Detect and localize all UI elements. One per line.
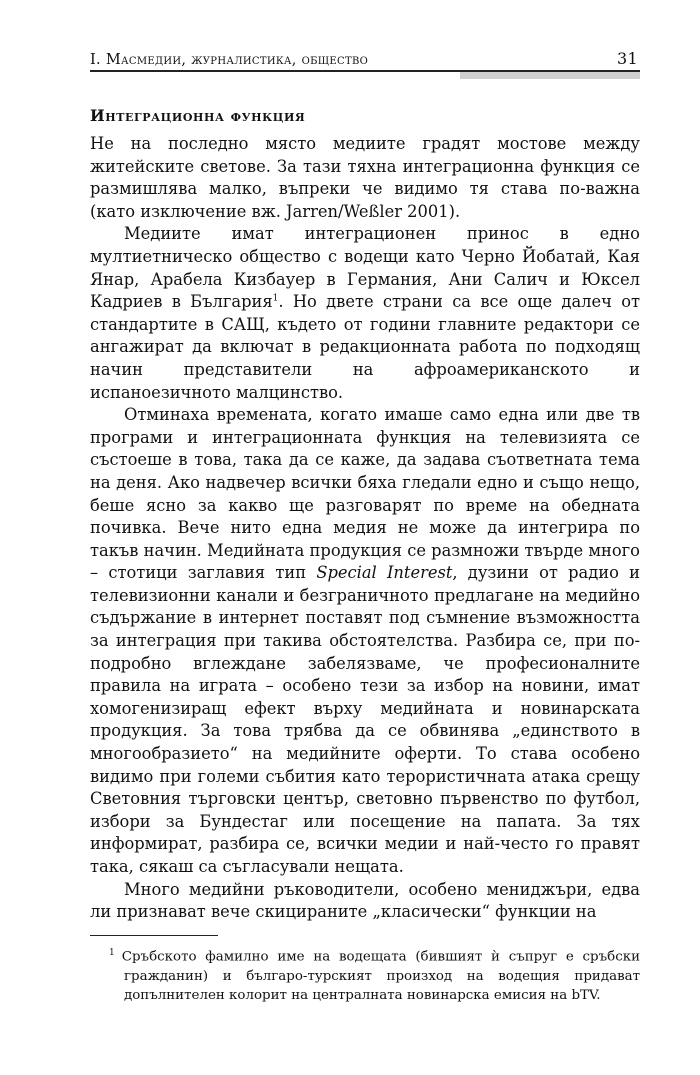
running-header xyxy=(90,42,640,72)
footnote-1 xyxy=(90,944,640,1006)
paragraph-3-italic: Special Interest xyxy=(316,563,453,583)
paragraph-2-text-a: Медиите имат интеграционен принос в едно мултиетническо общество с водещи като Черно Йобатай, Кая Янар, Арабела Кизбауер в Германия, Ани Салич и Юксел Кадриев в България xyxy=(90,224,640,312)
footnote-text: Сръбското фамилно име на водещата (бившият ѝ съпруг е сръбски гражданин) и българо-турският произход на водещия придават допълнителен колорит на централната новинарска емисия на bTV. xyxy=(121,949,640,1004)
paragraph-2 xyxy=(90,223,640,404)
book-page xyxy=(90,42,640,1042)
paragraph-3-text-a: Отминаха времената, когато имаше само една или две тв програми и интеграционната функция на телевизията се състоеше в това, така да се каже, да задава съответната тема на деня. Ако надвечер всички бяха гледали едно и също нещо, беше ясно за какво ще разговарят по време на обедната почивка. Вече нито една медия не може да интегрира по такъв начин. Медийната продукция се размножи твърде много – стотици заглавия тип xyxy=(90,405,640,583)
section-title: Интеграционна функция xyxy=(90,106,306,125)
footnote-rule xyxy=(90,935,218,936)
paragraph-4: Много медийни ръководители, особено мениджъри, едва ли признават вече скицираните „класически“ функции на xyxy=(90,879,640,922)
paragraph-1: Не на последно място медиите градят мостове между житейските светове. За тази тяхна интеграционна функция се размишлява малко, въпреки че видимо тя става по-важна (като изключение вж. Jarren/Weßler 2001). xyxy=(90,134,640,221)
footnote-area xyxy=(90,935,640,1006)
paragraph-2-text-b: . Но двете страни са все още далеч от стандартите в САЩ, където от години главните редактори се ангажират да включат в редакционната работа по подходящ начин представители на афроамериканското и испаноезичното малцинство. xyxy=(90,292,641,402)
page-number: 31 xyxy=(617,49,638,68)
footnote-reference: 1 xyxy=(272,293,279,304)
paragraph-3-text-b: , дузини от радио и телевизионни канали и безграничното предлагане на медийно съдържание в интернет поставят под съмнение възможността за интеграция при такива обстоятелства. Разбира се, при по-подробно вглеждане забелязваме, че професионалните правила на играта – особено тези за избор на новини, имат хомогенизиращ ефект върху медийната и новинарската продукция. За това трябва да се обвинява „единството в многообразието“ на медийните оферти. То става особено видимо при големи събития като терористичната атака срещу Световния търговски център, световно първенство по футбол, избори за Бундестаг или посещение на папата. За тях информират, разбира се, всички медии и най-често го правят така, сякаш са съгласували нещата. xyxy=(90,563,640,876)
footnote-mark: 1 xyxy=(109,948,115,958)
chapter-title: I. Масмедии, журналистика, общество xyxy=(90,52,369,68)
paragraph-3 xyxy=(90,404,640,878)
body-text xyxy=(90,133,640,924)
